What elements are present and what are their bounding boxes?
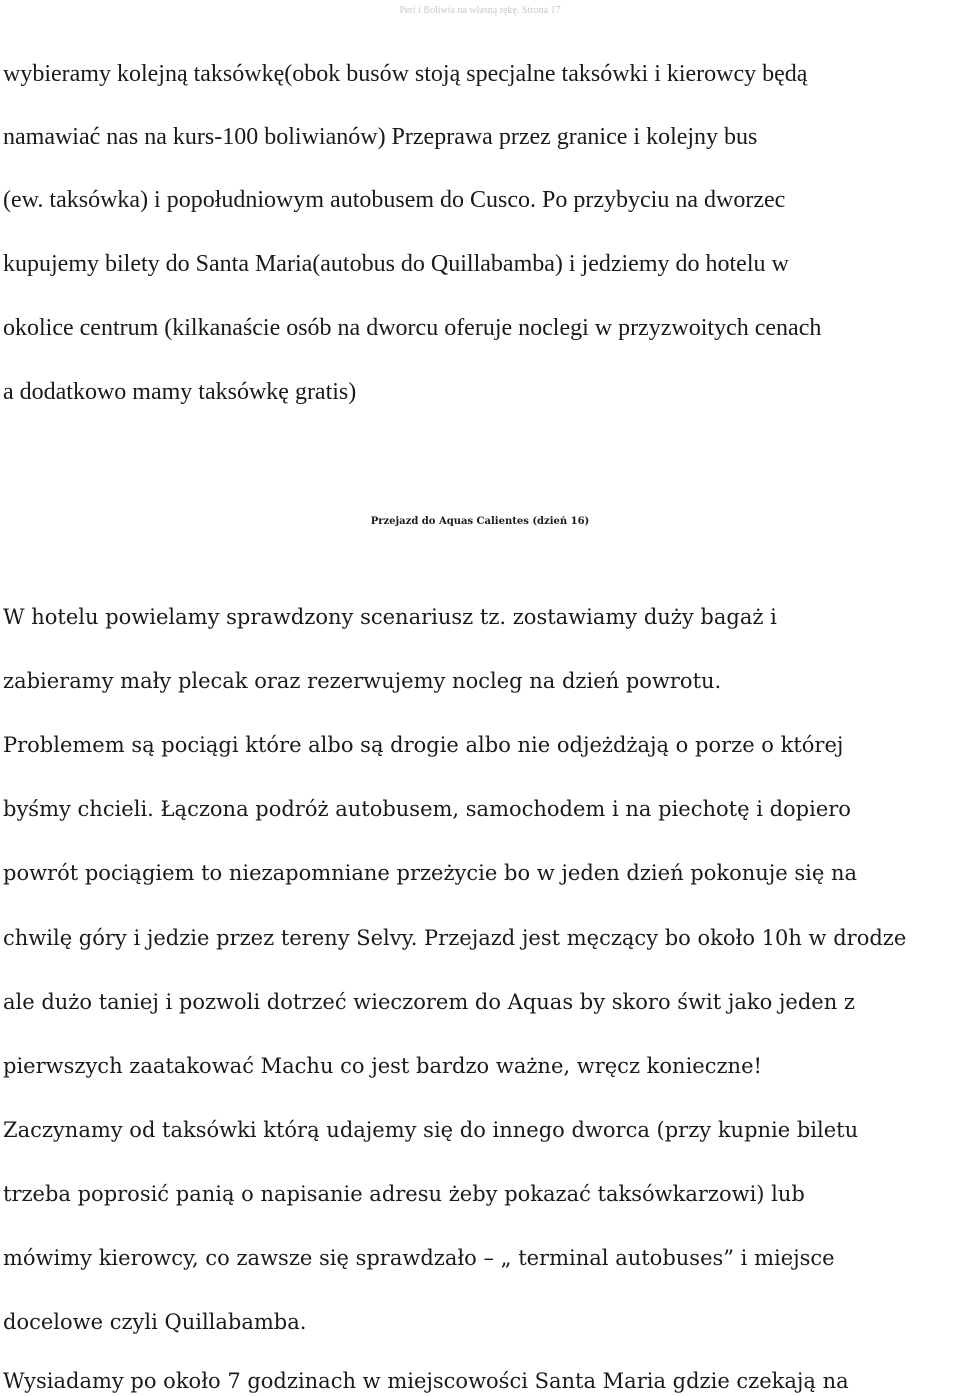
text-line: okolice centrum (kilkanaście osób na dworcu oferuje noclegi w przyzwoitych cenach [3,315,822,341]
text-line: (ew. taksówka) i popołudniowym autobusem do Cusco. Po przybyciu na dworzec [3,187,786,213]
text-line: byśmy chcieli. Łączona podróż autobusem, samochodem i na piechotę i dopiero [3,797,851,821]
text-line: docelowe czyli Quillabamba. [3,1310,307,1334]
text-line: pierwszych zaatakować Machu co jest bardzo ważne, wręcz konieczne! [3,1054,762,1078]
text-line: chwilę góry i jedzie przez tereny Selvy. Przejazd jest męczący bo około 10h w drodze [3,926,907,950]
running-header: Peri i Boliwia na własną rękę. Strona 17 [399,5,561,16]
text-line: powrót pociągiem to niezapomniane przeżycie bo w jeden dzień pokonuje się na [3,861,858,885]
text-line: Wysiadamy po około 7 godzinach w miejscowości Santa Maria gdzie czekają na [3,1369,849,1393]
text-line: zabieramy mały plecak oraz rezerwujemy nocleg na dzień powrotu. [3,669,722,693]
text-line: mówimy kierowcy, co zawsze się sprawdzało – „ terminal autobuses” i miejsce [3,1246,835,1270]
section-heading: Przejazd do Aquas Calientes (dzień 16) [370,516,590,527]
text-line: Problemem są pociągi które albo są drogie albo nie odjeżdżają o porze o której [3,733,844,757]
text-line: wybieramy kolejną taksówkę(obok busów stoją specjalne taksówki i kierowcy będą [3,61,808,87]
text-line: namawiać nas na kurs-100 boliwianów) Przeprawa przez granice i kolejny bus [3,124,758,150]
text-line: trzeba poprosić panią o napisanie adresu żeby pokazać taksówkarzowi) lub [3,1182,805,1206]
text-line: kupujemy bilety do Santa Maria(autobus do Quillabamba) i jedziemy do hotelu w [3,251,789,277]
text-line: W hotelu powielamy sprawdzony scenariusz tz. zostawiamy duży bagaż i [3,605,777,629]
text-line: ale dużo taniej i pozwoli dotrzeć wieczorem do Aquas by skoro świt jako jeden z [3,990,855,1014]
text-line: Zaczynamy od taksówki którą udajemy się do innego dworca (przy kupnie biletu [3,1118,859,1142]
text-line: a dodatkowo mamy taksówkę gratis) [3,379,357,405]
